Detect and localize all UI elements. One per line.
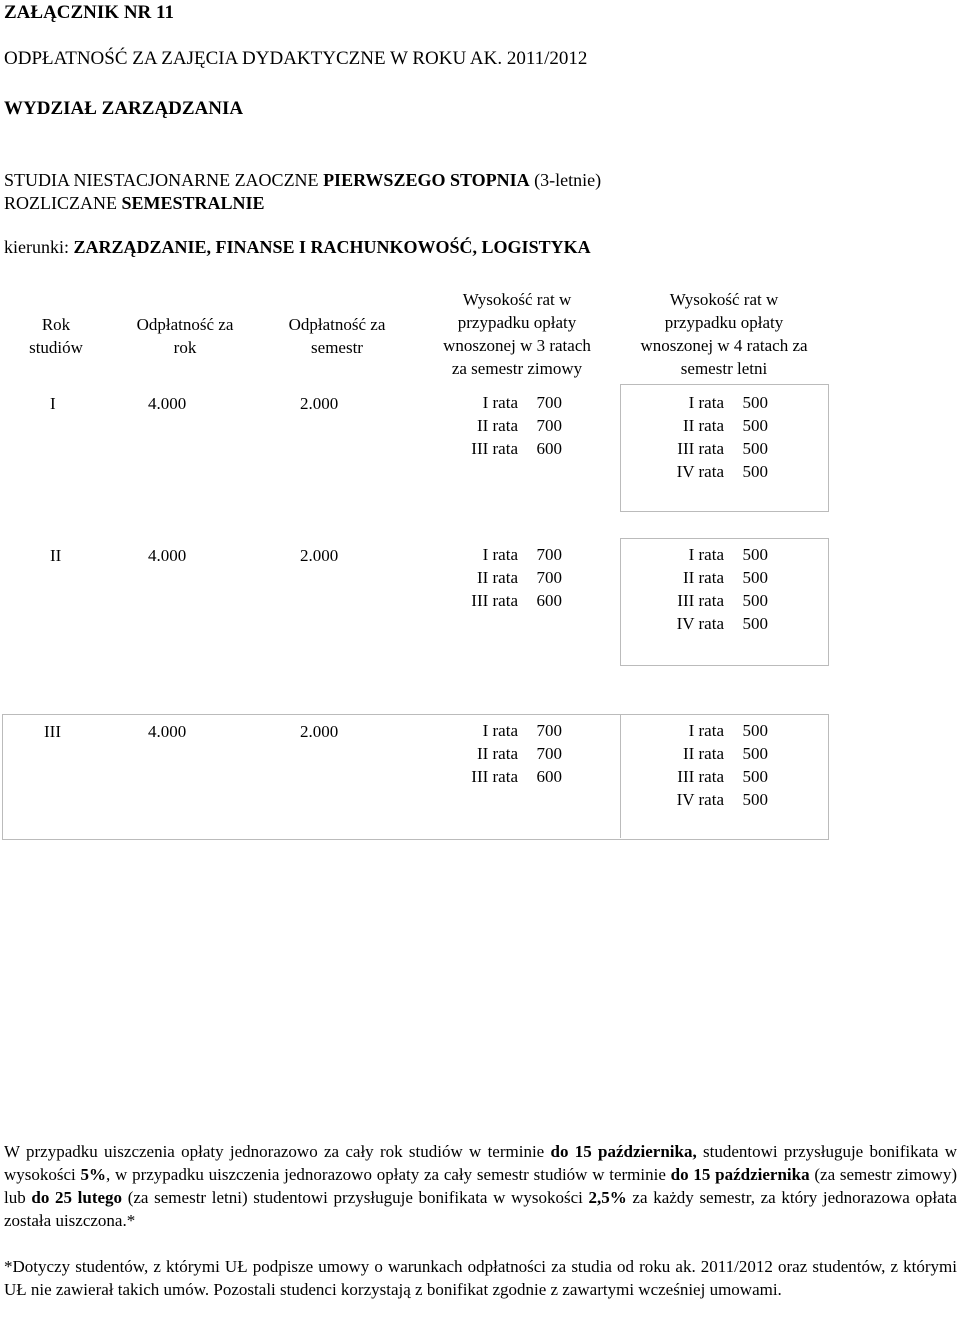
header-summer-line: semestr letni [680,359,768,378]
installment-amount: 500 [742,721,768,740]
discount-rate: 2,5% [588,1188,627,1207]
installment-label: III rata [677,591,724,610]
installment-amount: 500 [742,744,768,763]
installment-label: IV rata [676,790,724,809]
header-semester-line: Odpłatność za [288,315,386,334]
installment-row [650,437,768,460]
row-annual-fee: 4.000 [148,722,187,741]
installment-row [438,414,562,437]
header-summer-installments [620,288,828,380]
installment-row [650,460,768,483]
installment-row [650,543,768,566]
row-semester-fee: 2.000 [300,546,339,565]
installment-amount: 600 [536,591,562,610]
installment-row [650,742,768,765]
installment-label: III rata [677,767,724,786]
header-winter-line: Wysokość rat w [462,290,572,309]
row-semester-fee: 2.000 [300,394,339,413]
installment-amount: 700 [536,568,562,587]
installment-label: I rata [482,393,518,412]
installment-amount: 500 [742,614,768,633]
installment-amount: 500 [742,591,768,610]
row-annual-fee: 4.000 [148,394,187,413]
installment-amount: 700 [536,416,562,435]
header-year-line: studiów [29,338,83,357]
study-mode-text: STUDIA NIESTACJONARNE ZAOCZNE [4,170,324,190]
winter-installments [438,543,562,612]
installment-label: I rata [688,393,724,412]
installment-amount: 500 [742,767,768,786]
header-annual-line: Odpłatność za [136,315,234,334]
settlement-label: ROZLICZANE [4,193,122,213]
row-annual-fee: 4.000 [148,546,187,565]
fields-label: kierunki: [4,237,74,257]
row-year: II [50,546,62,565]
summer-installments [650,543,768,635]
header-year [2,313,110,359]
summer-cell-divider [620,714,621,838]
installment-amount: 700 [536,744,562,763]
installment-label: II rata [682,744,724,763]
installment-amount: 500 [742,462,768,481]
discount-deadline: do 15 października, [550,1142,697,1161]
installment-row [438,742,562,765]
installment-label: III rata [471,767,518,786]
fields-value: ZARZĄDZANIE, FINANSE I RACHUNKOWOŚĆ, LOGISTYKA [73,237,591,257]
installment-amount: 700 [536,545,562,564]
installment-label: III rata [471,591,518,610]
discount-deadline: do 25 lutego [31,1188,123,1207]
installment-label: II rata [476,744,518,763]
installment-amount: 500 [742,545,768,564]
installment-row [438,437,562,460]
installment-row [650,765,768,788]
header-semester-fee [262,313,412,359]
summer-installments [650,391,768,483]
study-duration-text: (3-letnie) [529,170,602,190]
installment-label: II rata [476,416,518,435]
settlement-value: SEMESTRALNIE [121,193,265,213]
installment-row [650,566,768,589]
study-mode-line [4,170,601,191]
attachment-title: ZAŁĄCZNIK NR 11 [4,2,174,23]
installment-label: II rata [476,568,518,587]
installment-amount: 500 [742,568,768,587]
header-annual-line: rok [173,338,197,357]
installment-row [438,566,562,589]
installment-label: I rata [688,545,724,564]
installment-amount: 500 [742,416,768,435]
discount-text: studentowi przysługuje bonifikata w wysokości [4,1142,957,1184]
row-semester-fee: 2.000 [300,722,339,741]
header-winter-line: przypadku opłaty [457,313,577,332]
installment-row [650,612,768,635]
header-winter-line: wnoszonej w 3 ratach [443,336,591,355]
discount-deadline: do 15 października [670,1165,810,1184]
discount-rate: 5% [80,1165,107,1184]
installment-label: III rata [471,439,518,458]
installment-amount: 700 [536,393,562,412]
installment-amount: 500 [742,439,768,458]
installment-row [650,391,768,414]
discount-text: (za semestr letni) studentowi przysługuje bonifikata w wysokości [122,1188,589,1207]
study-level-text: PIERWSZEGO STOPNIA [323,170,530,190]
installment-label: II rata [682,568,724,587]
installment-amount: 600 [536,439,562,458]
installment-label: II rata [682,416,724,435]
installment-row [650,719,768,742]
faculty-name: WYDZIAŁ ZARZĄDZANIA [4,98,244,119]
header-winter-line: za semestr zimowy [451,359,583,378]
installment-row [438,543,562,566]
installment-row [650,414,768,437]
installment-label: I rata [482,721,518,740]
header-summer-line: wnoszonej w 4 ratach za [640,336,808,355]
header-summer-line: Wysokość rat w [669,290,779,309]
installment-label: IV rata [676,462,724,481]
discount-text: , w przypadku uiszczenia jednorazowo opłaty za cały semestr studiów w terminie [106,1165,671,1184]
installment-label: I rata [688,721,724,740]
row-year: III [44,722,61,741]
discount-text: za każdy semestr, za który jednorazowa opłata została uiszczona.* [4,1188,957,1230]
installment-amount: 600 [536,767,562,786]
installment-row [438,589,562,612]
header-annual-fee [110,313,260,359]
discount-paragraph [4,1140,957,1232]
installment-amount: 500 [742,393,768,412]
summer-installments [650,719,768,811]
installment-row [438,391,562,414]
installment-amount: 700 [536,721,562,740]
footnote-paragraph: *Dotyczy studentów, z którymi UŁ podpisze umowy o warunkach odpłatności za studia od roku ak. 2011/2012 oraz studentów, z którymi UŁ nie zawierał takich umów. Pozostali studenci korzystają z bonifikat zgodnie z zawartymi wcześniej umowami. [4,1257,957,1299]
installment-row [650,788,768,811]
winter-installments [438,719,562,788]
installment-label: I rata [482,545,518,564]
settlement-line [4,193,265,214]
winter-installments [438,391,562,460]
fields-of-study [4,237,591,258]
discount-text: (za semestr zimowy) lub [4,1165,957,1207]
installment-row [438,765,562,788]
installment-amount: 500 [742,790,768,809]
installment-row [650,589,768,612]
fee-heading: ODPŁATNOŚĆ ZA ZAJĘCIA DYDAKTYCZNE W ROKU AK. 2011/2012 [4,48,588,69]
header-semester-line: semestr [311,338,363,357]
installment-label: IV rata [676,614,724,633]
header-year-line: Rok [41,315,71,334]
installment-row [438,719,562,742]
header-summer-line: przypadku opłaty [664,313,784,332]
installment-label: III rata [677,439,724,458]
header-winter-installments [414,288,620,380]
row-year: I [50,394,56,413]
discount-text: W przypadku uiszczenia opłaty jednorazowo za cały rok studiów w terminie [4,1142,551,1161]
